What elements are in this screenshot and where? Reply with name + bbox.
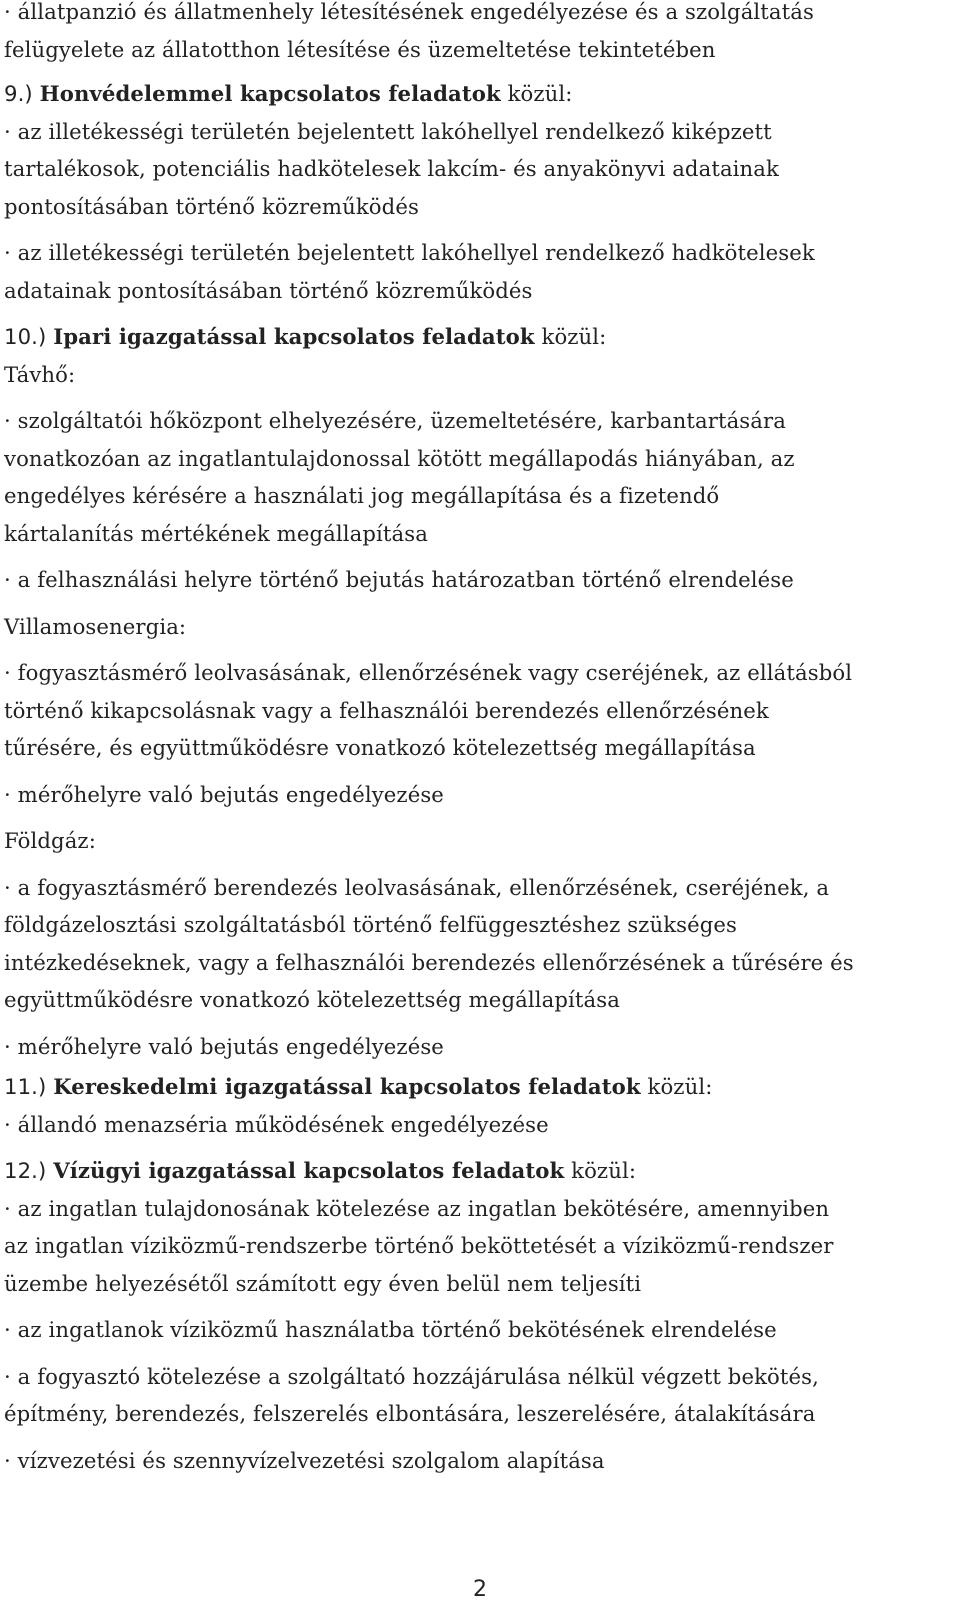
bullet-line: engedélyes kérésére a használati jog megállapítása és a fizetendő [4, 483, 720, 508]
section-number: 10. [4, 324, 38, 349]
section-paren: ) [38, 1074, 47, 1099]
bullet-line: vonatkozóan az ingatlantulajdonossal kötött megállapodás hiányában, az [4, 445, 795, 471]
section-9 [4, 75, 815, 309]
section-heading [4, 75, 815, 113]
bullet-line: · a felhasználási helyre történő bejutás határozatban történő elrendelése [4, 567, 794, 592]
bullet-line: kártalanítás mértékének megállapítása [4, 520, 428, 546]
bullet-line: · állandó menazséria működésének engedélyezése [4, 1111, 549, 1137]
bullet-line: tűrésére, és együttműködésre vonatkozó kötelezettség megállapítása [4, 735, 756, 760]
section-paren: ) [24, 81, 33, 106]
section-heading [4, 1068, 712, 1106]
section-suffix: közül: [541, 324, 607, 349]
section-title: Honvédelemmel kapcsolatos feladatok [39, 81, 501, 106]
bullet-line: · szolgáltatói hőközpont elhelyezésére, üzemeltetésére, karbantartására [4, 408, 786, 433]
bullet-line: · az illetékességi területén bejelentett lakóhellyel rendelkező hadkötelesek [4, 240, 815, 265]
bullet-line: üzembe helyezésétől számított egy éven belül nem teljesíti [4, 1270, 642, 1296]
section-suffix: közül: [647, 1074, 713, 1099]
section-paren: ) [38, 1158, 47, 1183]
section-suffix: közül: [571, 1158, 637, 1183]
bullet-line: · az illetékességi területén bejelentett lakóhellyel rendelkező kiképzett [4, 118, 772, 144]
bullet-line: pontosításában történő közreműködés [4, 193, 419, 219]
bullet-line: · fogyasztásmérő leolvasásának, ellenőrzésének vagy cseréjének, az ellátásból [4, 660, 853, 685]
bullet-line: · a fogyasztásmérő berendezés leolvasásának, ellenőrzésének, cseréjének, a [4, 874, 830, 900]
section-heading [4, 1152, 833, 1190]
section-title: Ipari igazgatással kapcsolatos feladatok [53, 324, 535, 349]
bullet-line: · az ingatlan tulajdonosának kötelezése az ingatlan bekötésére, amennyiben [4, 1195, 830, 1221]
bullet-line: tartalékosok, potenciális hadkötelesek lakcím- és anyakönyvi adatainak [4, 156, 779, 181]
bullet-line: történő kikapcsolásnak vagy a felhasználói berendezés ellenőrzésének [4, 697, 769, 723]
subheading-villamosenergia: Villamosenergia: [4, 613, 187, 639]
bullet-line: együttműködésre vonatkozó kötelezettség megállapítása [4, 987, 620, 1012]
bullet-line: · az ingatlanok víziközmű használatba történő bekötésének elrendelése [4, 1317, 777, 1342]
subheading-tavho: Távhő: [4, 361, 76, 387]
section-number: 11. [4, 1074, 38, 1099]
bullet-line: · mérőhelyre való bejutás engedélyezése [4, 781, 444, 807]
bullet-line: intézkedéseknek, vagy a felhasználói berendezés ellenőrzésének a tűrésére és [4, 949, 854, 975]
section-12 [4, 1152, 833, 1479]
bullet-line: adatainak pontosításában történő közreműködés [4, 277, 533, 303]
section-number: 12. [4, 1158, 38, 1183]
section-suffix: közül: [507, 81, 573, 106]
bullet-line: · a fogyasztó kötelezése a szolgáltató hozzájárulása nélkül végzett bekötés, [4, 1363, 819, 1389]
paragraph-line: felügyelete az állatotthon létesítése és üzemeltetése tekintetében [4, 36, 716, 62]
bullet-line: földgázelosztási szolgáltatásból történő felfüggesztéshez szükséges [4, 912, 738, 937]
section-number: 9. [4, 81, 25, 106]
section-10 [4, 318, 854, 1065]
bullet-line: · vízvezetési és szennyvízelvezetési szolgalom alapítása [4, 1447, 605, 1473]
section-8-continuation [4, 0, 814, 68]
section-paren: ) [38, 324, 47, 349]
bullet-line: · mérőhelyre való bejutás engedélyezése [4, 1033, 444, 1059]
section-title: Vízügyi igazgatással kapcsolatos feladatok [53, 1158, 565, 1183]
section-title: Kereskedelmi igazgatással kapcsolatos feladatok [53, 1074, 641, 1099]
section-11 [4, 1068, 712, 1143]
paragraph-line: · állatpanzió és állatmenhely létesítésének engedélyezése és a szolgáltatás [4, 0, 814, 24]
subheading-foldgaz: Földgáz: [4, 828, 96, 853]
bullet-line: építmény, berendezés, felszerelés elbontására, leszerelésére, átalakítására [4, 1401, 816, 1426]
section-heading [4, 318, 854, 356]
page-number: 2 [473, 1577, 487, 1602]
bullet-line: az ingatlan víziközmű-rendszerbe történő beköttetését a víziközmű-rendszer [4, 1233, 834, 1258]
